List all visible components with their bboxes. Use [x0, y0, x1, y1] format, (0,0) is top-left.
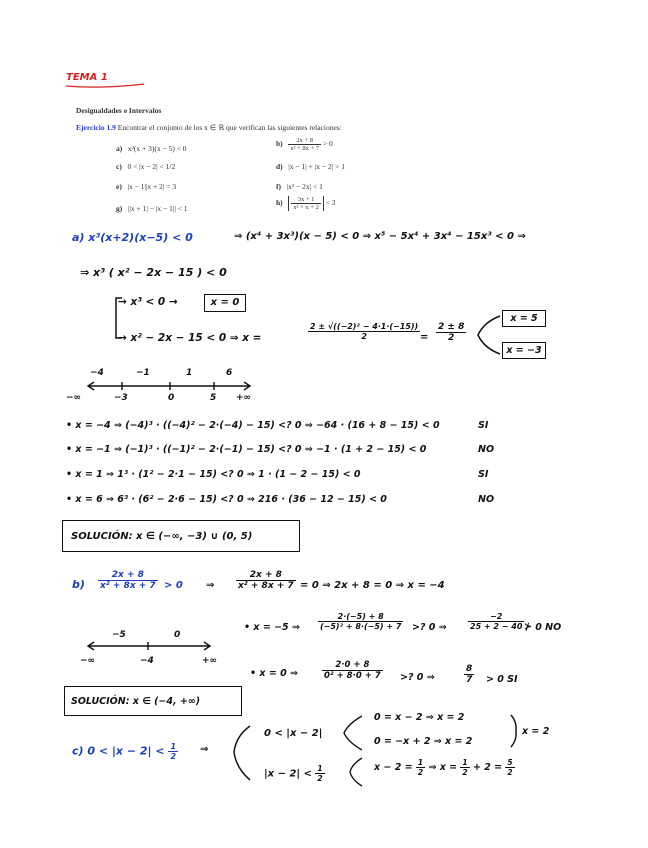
part-c-text: c) 0 < |x − 2| <	[72, 744, 165, 758]
nl-a-top-0: −4	[90, 368, 104, 378]
b-test1-frac: $\frac{2\cdot(-5) + 8}{\text{(−5)² + 8·(−5) + 7}}$	[320, 612, 402, 631]
nl-a-bot-3: 5	[210, 393, 217, 403]
part-a-test-result: NO	[478, 444, 495, 455]
part-c-half: $\frac{1}{2}$	[170, 742, 177, 761]
part-b-test2-res: > 0 SI	[486, 674, 518, 685]
item-expr: |x − 1| + |x − 2| > 1	[288, 162, 345, 171]
part-c-close-brace	[508, 712, 522, 750]
part-c-lb-half: $\frac{1}{2}$	[317, 764, 323, 783]
part-b-frac	[98, 570, 158, 591]
nl-a-bot-4: +∞	[236, 393, 252, 403]
nl-a-bot-1: −3	[114, 393, 128, 403]
part-a-box-x5: x = 5	[502, 310, 546, 327]
part-a-test-result: SI	[478, 469, 489, 480]
part-a-eq: =	[420, 332, 429, 343]
nl-b-bot-1: −4	[140, 656, 154, 666]
item-a	[116, 144, 187, 153]
part-a-test-row: • x = −1 ⇒ (−1)³ · ((−1)² − 2·(−1) − 15) <? 0 ⇒ −1 · (1 + 2 − 15) < 0	[66, 444, 427, 455]
item-expr: |x² − 2x| < 1	[286, 182, 323, 191]
part-c-left-bottom	[264, 764, 325, 783]
tema-underline	[62, 70, 152, 90]
part-a-solution-box: SOLUCIÓN: x ∈ (−∞, −3) ∪ (0, 5)	[62, 520, 300, 552]
item-frac: $\frac{3x + 1}{\text{x² + x + 2}}$	[293, 196, 319, 211]
part-b-test2-frac2	[464, 664, 474, 685]
item-frac: $\frac{2x + 8}{\text{x² + 8x + 7}}$	[290, 137, 320, 152]
part-a-test-row: • x = 6 ⇒ 6³ · (6² − 2·6 − 15) <? 0 ⇒ 216 · (36 − 12 − 15) < 0	[66, 494, 387, 505]
item-expr: 0 < |x − 2| < 1/2	[127, 162, 176, 171]
pm-frac: $\frac{2 \pm 8}{2}$	[438, 322, 465, 343]
part-c-conc: x = 2	[522, 726, 550, 737]
part-b-test2-frac	[322, 660, 383, 681]
part-b-test1-frac2	[468, 612, 524, 631]
roots-brace	[474, 312, 504, 358]
exercise-text: Encontrar el conjunto de los x ∈ ℝ que verifican las siguientes relaciones:	[117, 123, 342, 132]
nl-a-bot-2: 0	[168, 393, 175, 403]
item-label: c)	[116, 162, 122, 171]
part-c-r3	[374, 758, 515, 777]
item-label: g)	[116, 204, 123, 213]
nl-b-bot-2: +∞	[202, 656, 218, 666]
part-c-brace2	[340, 712, 366, 754]
part-a-test-row: • x = −4 ⇒ (−4)³ · ((−4)² − 2·(−4) − 15) <? 0 ⇒ −64 · (16 + 8 − 15) < 0	[66, 420, 440, 431]
part-a-quadratic	[308, 322, 420, 341]
item-c	[116, 162, 175, 171]
part-a-box-xm3: x = −3	[502, 342, 546, 359]
part-c-r2: 0 = −x + 2 ⇒ x = 2	[374, 736, 473, 747]
part-a-box-x0: x = 0	[204, 294, 246, 312]
item-rest: < 3	[325, 198, 336, 208]
b-test2-frac: $\frac{2\cdot 0 + 8}{\text{0² + 8·0 + 7}}$	[324, 660, 381, 681]
r3-half: $\frac{1}{2}$	[417, 758, 424, 777]
part-c-brace	[228, 722, 254, 784]
exercise-label: Ejercicio 1.9	[76, 123, 116, 132]
b-test1-frac2: $\frac{-2}{25 + 2 - 40}$	[470, 612, 523, 631]
part-b-test1-frac	[318, 612, 403, 631]
part-c-statement	[72, 742, 178, 761]
part-a-factor: ⇒ x³ ( x² − 2x − 15 ) < 0	[80, 266, 227, 279]
item-expr: |x − 1||x + 2| = 3	[127, 182, 177, 191]
nl-a-bot-0: −∞	[66, 393, 82, 403]
part-c-brace3	[344, 754, 366, 788]
part-c-r1: 0 = x − 2 ⇒ x = 2	[374, 712, 465, 723]
part-b-test2-mid: >? 0 ⇒	[400, 672, 435, 683]
r3-half2: $\frac{1}{2}$	[462, 758, 468, 777]
item-label: e)	[116, 182, 122, 191]
item-label: h)	[276, 198, 283, 208]
b-test2-frac2: $\frac{8}{7}$	[466, 664, 473, 685]
part-b-step2: = 0 ⇒ 2x + 8 = 0 ⇒ x = −4	[300, 580, 445, 591]
part-a-pm	[436, 322, 466, 343]
r3-mid: ⇒ x =	[428, 762, 458, 773]
exercise-header	[76, 123, 342, 132]
item-e	[116, 182, 176, 191]
part-b-test1-res: ⊁ 0 NO	[524, 622, 562, 633]
nl-b-top-1: 0	[174, 630, 181, 640]
item-d	[276, 162, 345, 171]
part-a-expand: ⇒ (x⁴ + 3x³)(x − 5) < 0 ⇒ x⁵ − 5x⁴ + 3x⁴ − 15x³ < 0 ⇒	[234, 231, 526, 242]
part-a-test-result: SI	[478, 420, 489, 431]
part-b-solution-box: SOLUCIÓN: x ∈ (−4, +∞)	[64, 686, 242, 716]
item-expr: ||x + 1| − |x − 1|| < 1	[127, 204, 188, 213]
b-frac2: $\frac{2x + 8}{\text{x² + 8x + 7}}$	[238, 570, 294, 591]
part-a-branch2: → x² − 2x − 15 < 0 ⇒ x =	[118, 332, 262, 344]
part-c-left-top: 0 < |x − 2|	[264, 728, 323, 739]
part-b-arrow: ⇒	[206, 580, 215, 591]
part-b-test1-pre: • x = −5 ⇒	[244, 622, 300, 633]
part-a-branch1: → x³ < 0 →	[118, 296, 178, 308]
b-frac: $\frac{2x + 8}{\text{x² + 8x + 7}}$	[100, 570, 156, 591]
nl-a-top-1: −1	[136, 368, 150, 378]
item-h	[276, 196, 336, 211]
nl-a-top-2: 1	[186, 368, 193, 378]
quad-frac: $\frac{\text{2 ± √((−2)² − 4·1·(−15))}}{2}$	[310, 322, 419, 341]
part-b-label: b)	[72, 578, 85, 591]
r3-five-half: $\frac{5}{2}$	[507, 758, 513, 777]
part-b-test2-pre: • x = 0 ⇒	[250, 668, 298, 679]
item-expr: x²(x + 3)(x − 5) < 0	[127, 144, 187, 153]
part-b-test1-mid: >? 0 ⇒	[412, 622, 447, 633]
item-label: d)	[276, 162, 283, 171]
nl-b-bot-0: −∞	[80, 656, 96, 666]
r3-post: + 2 =	[472, 762, 503, 773]
part-c-lb-text: |x − 2| <	[264, 768, 312, 780]
item-g	[116, 204, 188, 213]
part-a-statement: a) x³(x+2)(x−5) < 0	[72, 231, 193, 244]
section-title: Desigualdades e Intervalos	[76, 106, 162, 115]
part-a-test-row: • x = 1 ⇒ 1³ · (1² − 2·1 − 15) <? 0 ⇒ 1 · (1 − 2 − 15) < 0	[66, 469, 361, 480]
item-label: b)	[276, 139, 283, 149]
nl-b-top-0: −5	[112, 630, 126, 640]
part-b-gt: > 0	[164, 580, 183, 591]
item-label: a)	[116, 144, 123, 153]
item-label: f)	[276, 182, 281, 191]
r3-pre: x − 2 =	[374, 762, 413, 773]
item-f	[276, 182, 323, 191]
part-c-arrow: ⇒	[200, 744, 209, 755]
part-b-frac2	[236, 570, 296, 591]
nl-a-top-3: 6	[226, 368, 233, 378]
item-rest: > 0	[322, 139, 333, 149]
part-a-test-result: NO	[478, 494, 495, 505]
item-b	[276, 137, 333, 152]
tema-heading: TEMA 1	[66, 72, 108, 83]
